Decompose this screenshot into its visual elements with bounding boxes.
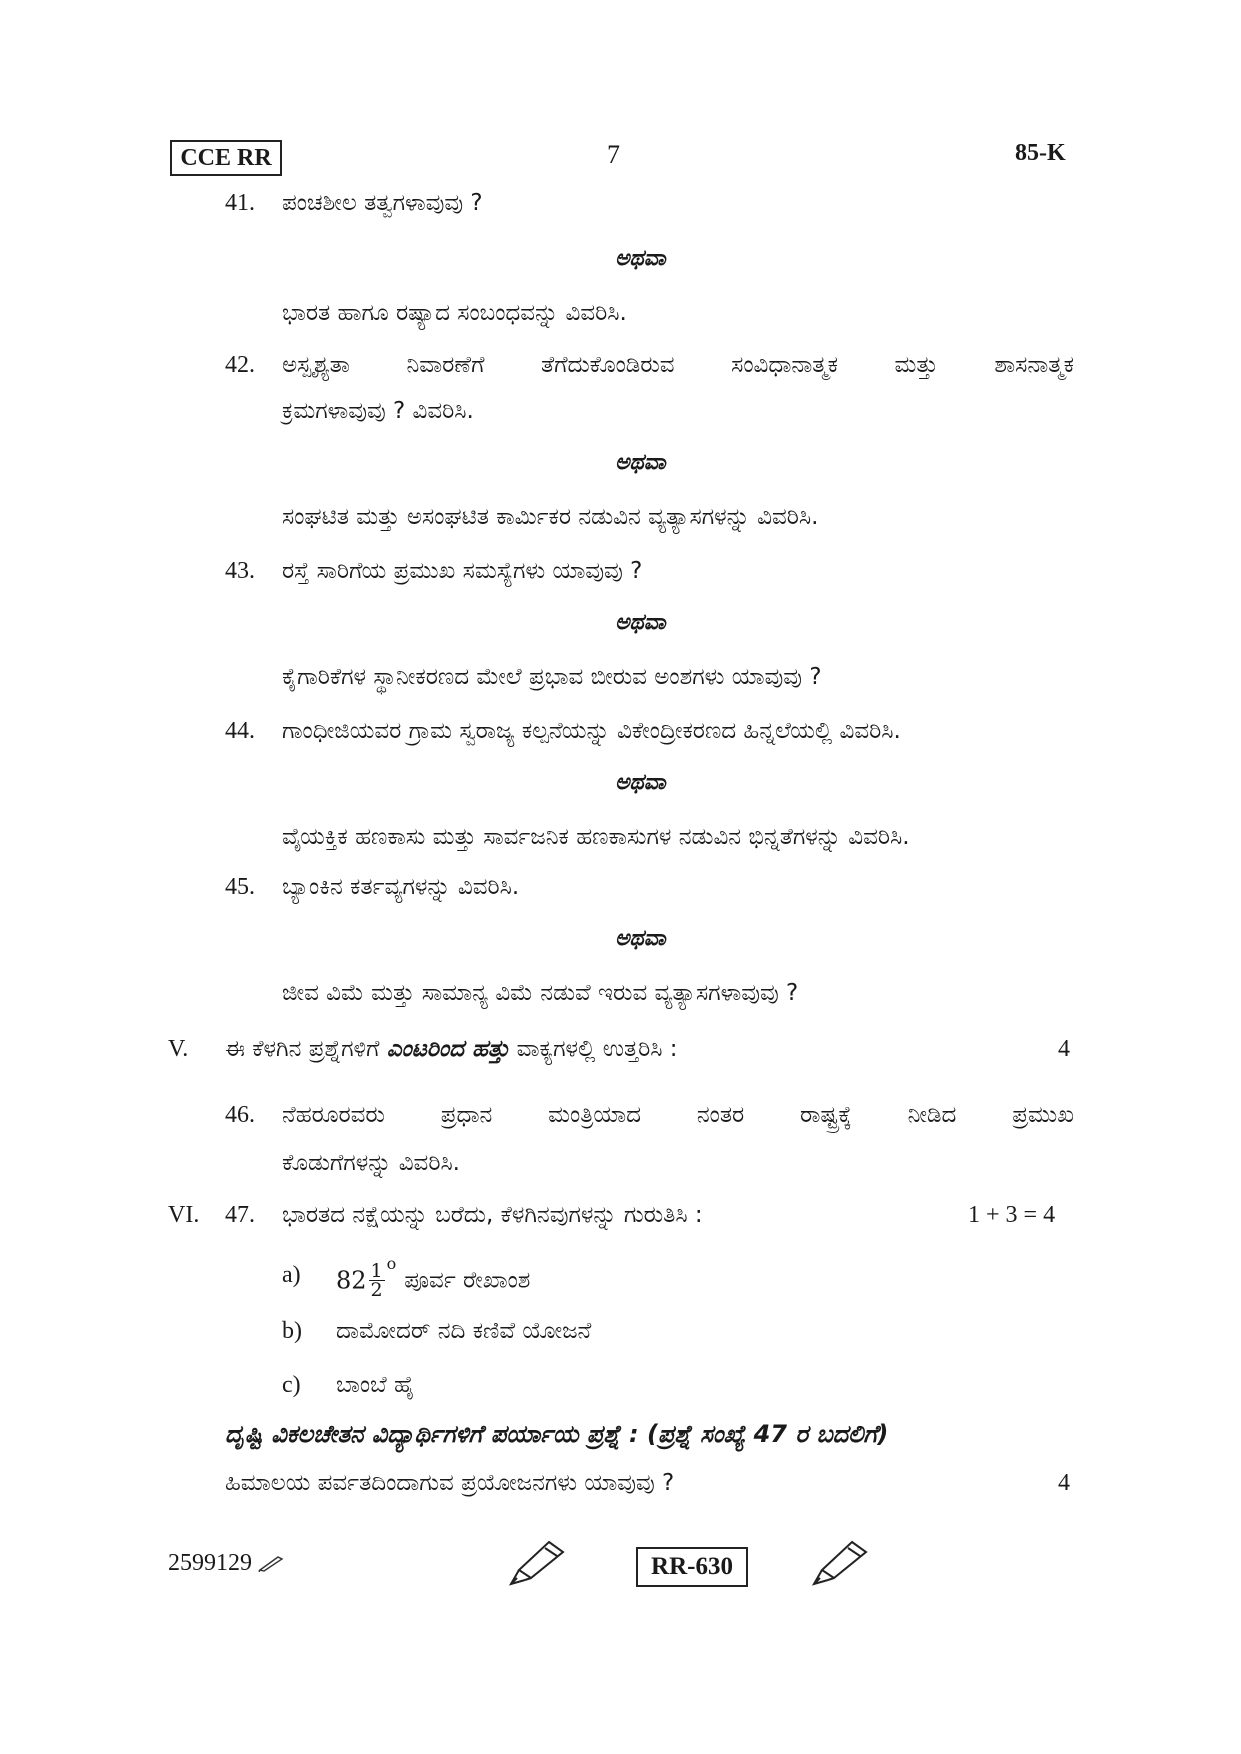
alternative-question: ಹಿಮಾಲಯ ಪರ್ವತದಿಂದಾಗುವ ಪ್ರಯೋಜನಗಳು ಯಾವುವು ?: [225, 1470, 675, 1496]
q47-marks: 1 + 3 = 4: [968, 1202, 1056, 1228]
q45-number: 45.: [225, 874, 255, 900]
q42-word: ಅಸ್ಪೃಶ್ಯತಾ: [282, 352, 350, 378]
q47-text: ಭಾರತದ ನಕ್ಷೆಯನ್ನು ಬರೆದು, ಕೆಳಗಿನವುಗಳನ್ನು ಗುರುತಿಸಿ :: [282, 1202, 703, 1228]
q42-line2: ಕ್ರಮಗಳಾವುವು ? ವಿವರಿಸಿ.: [282, 398, 474, 424]
footer-serial-number: 2599129: [168, 1550, 252, 1576]
q46-word: ನಂತರ: [696, 1102, 745, 1128]
q44-text: ಗಾಂಧೀಜಿಯವರ ಗ್ರಾಮ ಸ್ವರಾಜ್ಯ ಕಲ್ಪನೆಯನ್ನು ವಿಕೇಂದ್ರೀಕರಣದ ಹಿನ್ನಲೆಯಲ್ಲಿ ವಿವರಿಸಿ.: [282, 718, 901, 744]
q42-number: 42.: [225, 352, 255, 378]
q47-item-c-text: ಬಾಂಬೆ ಹೈ: [336, 1372, 415, 1398]
section-v-marks: 4: [1058, 1036, 1070, 1062]
q42-word: ಸಂವಿಧಾನಾತ್ಮಕ: [731, 352, 838, 378]
q44-alt-text: ವೈಯಕ್ತಿಕ ಹಣಕಾಸು ಮತ್ತು ಸಾರ್ವಜನಿಕ ಹಣಕಾಸುಗಳ ನಡುವಿನ ಭಿನ್ನತೆಗಳನ್ನು ವಿವರಿಸಿ.: [282, 824, 910, 850]
section-v-instruction: [225, 1036, 678, 1062]
q46-word: ನೀಡಿದ: [907, 1102, 957, 1128]
paper-code: 85-K: [1015, 140, 1066, 166]
q43-alt-text: ಕೈಗಾರಿಕೆಗಳ ಸ್ಥಾನೀಕರಣದ ಮೇಲೆ ಪ್ರಭಾವ ಬೀರುವ ಅಂಶಗಳು ಯಾವುವು ?: [282, 664, 822, 690]
q46-word: ಮಂತ್ರಿಯಾದ: [548, 1102, 641, 1128]
fraction-numerator: 1: [370, 1260, 383, 1282]
fountain-pen-icon-right: [808, 1538, 870, 1590]
longitude-whole: 82: [336, 1266, 367, 1295]
degree-symbol: o: [386, 1254, 397, 1273]
q47-item-a-text: ಪೂರ್ವ ರೇಖಾಂಶ: [404, 1267, 531, 1294]
q45-alt-text: ಜೀವ ವಿಮೆ ಮತ್ತು ಸಾಮಾನ್ಯ ವಿಮೆ ನಡುವೆ ಇರುವ ವ್ಯತ್ಯಾಸಗಳಾವುವು ?: [282, 980, 799, 1006]
alternative-heading: ದೃಷ್ಟಿ ವಿಕಲಚೇತನ ವಿದ್ಯಾರ್ಥಿಗಳಿಗೆ ಪರ್ಯಾಯ ಪ್ರಶ್ನೆ : (ಪ್ರಶ್ನೆ ಸಂಖ್ಯೆ 47 ರ ಬದಲಿಗೆ): [225, 1420, 889, 1448]
section-v-pre: ಈ ಕೆಳಗಿನ ಪ್ರಶ್ನೆಗಳಿಗೆ: [225, 1036, 387, 1062]
q42-word: ನಿವಾರಣೆಗೆ: [406, 352, 485, 378]
or-label-41: ಅಥವಾ: [615, 246, 666, 271]
q46-line1: [282, 1102, 1074, 1128]
q45-text: ಬ್ಯಾಂಕಿನ ಕರ್ತವ್ಯಗಳನ್ನು ವಿವರಿಸಿ.: [282, 874, 520, 900]
or-label-43: ಅಥವಾ: [615, 610, 666, 635]
q42-alt-text: ಸಂಘಟಿತ ಮತ್ತು ಅಸಂಘಟಿತ ಕಾರ್ಮಿಕರ ನಡುವಿನ ವ್ಯತ್ಯಾಸಗಳನ್ನು ವಿವರಿಸಿ.: [282, 504, 819, 530]
or-label-44: ಅಥವಾ: [615, 770, 666, 795]
q46-word: ನೆಹರೂರವರು: [282, 1102, 385, 1128]
footer-code-box: RR-630: [636, 1547, 748, 1587]
q47-number: 47.: [225, 1202, 255, 1228]
q43-text: ರಸ್ತೆ ಸಾರಿಗೆಯ ಪ್ರಮುಖ ಸಮಸ್ಯೆಗಳು ಯಾವುವು ?: [282, 558, 643, 584]
q47-item-b-label: b): [282, 1318, 302, 1344]
q47-item-a: [336, 1254, 530, 1299]
q47-item-a-label: a): [282, 1262, 301, 1288]
q46-word: ಪ್ರಮುಖ: [1012, 1102, 1074, 1128]
q42-word: ಶಾಸನಾತ್ಮಕ: [994, 352, 1074, 378]
section-v-bold: ಎಂಟರಿಂದ ಹತ್ತು: [386, 1036, 510, 1062]
header-code-box: CCE RR: [170, 140, 282, 176]
section-v-roman: V.: [168, 1036, 189, 1062]
q46-line2: ಕೊಡುಗೆಗಳನ್ನು ವಿವರಿಸಿ.: [282, 1150, 460, 1176]
or-label-45: ಅಥವಾ: [615, 926, 666, 951]
footer-serial: [168, 1550, 284, 1577]
q47-item-c-label: c): [282, 1372, 301, 1398]
q41-alt-text: ಭಾರತ ಹಾಗೂ ರಷ್ಯಾದ ಸಂಬಂಧವನ್ನು ವಿವರಿಸಿ.: [282, 300, 627, 326]
q42-word: ಮತ್ತು: [894, 352, 938, 378]
page-number: 7: [607, 140, 620, 169]
section-v-post: ವಾಕ್ಯಗಳಲ್ಲಿ ಉತ್ತರಿಸಿ :: [509, 1036, 678, 1062]
small-pen-icon: [258, 1554, 284, 1572]
q46-number: 46.: [225, 1102, 255, 1128]
q43-number: 43.: [225, 558, 255, 584]
q41-number: 41.: [225, 190, 255, 216]
q42-line1: [282, 352, 1074, 378]
q44-number: 44.: [225, 718, 255, 744]
q46-word: ರಾಷ್ಟ್ರಕ್ಕೆ: [800, 1102, 852, 1128]
longitude-fraction: [369, 1262, 385, 1299]
alternative-marks: 4: [1058, 1470, 1070, 1496]
q47-item-b-text: ದಾಮೋದರ್ ನದಿ ಕಣಿವೆ ಯೋಜನೆ: [336, 1318, 592, 1344]
q46-word: ಪ್ರಧಾನ: [440, 1102, 493, 1128]
q42-word: ತೆಗೆದುಕೊಂಡಿರುವ: [541, 352, 675, 378]
fountain-pen-icon-left: [505, 1538, 567, 1590]
fraction-denominator: 2: [370, 1279, 383, 1301]
q41-text: ಪಂಚಶೀಲ ತತ್ವಗಳಾವುವು ?: [282, 190, 483, 216]
section-vi-roman: VI.: [168, 1202, 200, 1228]
or-label-42: ಅಥವಾ: [615, 450, 666, 475]
